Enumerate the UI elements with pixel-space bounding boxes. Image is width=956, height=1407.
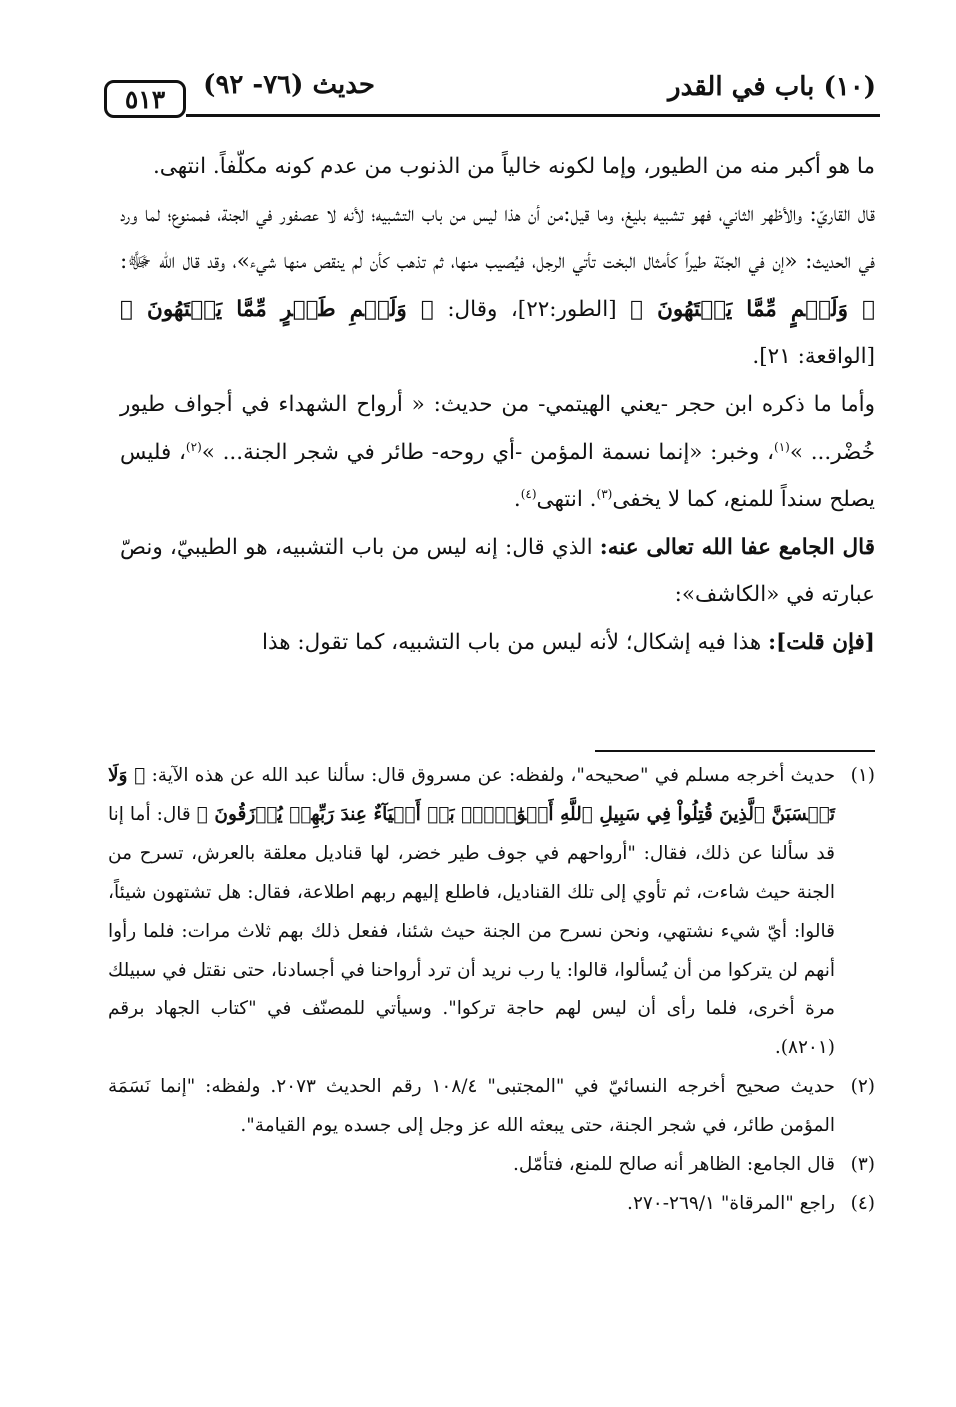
footnote-1 bbox=[108, 757, 875, 1068]
quran-verse-1: ﴿ وَلَحۡمٍ مِّمَّا يَشۡتَهُونَ ﴾ bbox=[630, 296, 875, 322]
footnote-ref-2: (٢) bbox=[185, 439, 202, 454]
paragraph-4 bbox=[120, 524, 875, 619]
verse-ref-2: [الواقعة: ٢١]. bbox=[752, 344, 875, 370]
footnote-4 bbox=[108, 1185, 875, 1224]
footnote-1-text-a: حديث أخرجه مسلم في "صحيحه"، ولفظه: عن مسروق قال: سألنا عبد الله عن هذه الآية: bbox=[151, 765, 836, 786]
paragraph-2 bbox=[120, 191, 875, 381]
verse-ref-1: [الطور:٢٢]، وقال: bbox=[447, 296, 617, 322]
footnote-quran-verse: ﴿ وَلَا تَحۡسَبَنَّ ٱلَّذِينَ قُتِلُواْ فِي سَبِيلِ ٱللَّهِ أَمۡوَٰتَۢاۚ بَلۡ أَحۡيَآءٌ عِندَ رَبِّهِمۡ يُرۡزَقُونَ ﴾ bbox=[108, 765, 836, 825]
footnote-ref-4: (٤) bbox=[520, 487, 537, 501]
hadith-range: حديث (٧٦- ٩٢) bbox=[203, 70, 375, 100]
footnote-separator bbox=[595, 750, 875, 752]
compiler-note-lead: قال الجامع عفا الله تعالى عنه: bbox=[599, 534, 875, 560]
paragraph-3-part-c: ، فليس يصلح سنداً للمنع، كما لا يخفى bbox=[120, 439, 875, 513]
paragraph-4-text: الذي قال: إنه ليس من باب التشبيه، هو الطيبيّ، ونصّ عبارته في «الكاشف»: bbox=[120, 534, 875, 608]
paragraph-3-part-b: ، وخبر: «إنما نسمة المؤمن -أي روحه- طائر في شجر الجنة... » bbox=[201, 439, 775, 465]
page-header bbox=[104, 64, 880, 122]
footnote-2 bbox=[108, 1068, 875, 1146]
footnote-number: (٢) bbox=[850, 1076, 875, 1098]
footnote-text: قال الجامع: الظاهر أنه صالح للمنع، فتأمّل. bbox=[513, 1154, 835, 1176]
paragraph-3-part-e: . bbox=[513, 487, 521, 513]
footnote-text bbox=[108, 757, 835, 1068]
footnote-number: (٣) bbox=[850, 1154, 875, 1176]
footnote-ref-1: (١) bbox=[774, 439, 790, 454]
footnote-text: حديث صحيح أخرجه النسائيّ في "المجتبى" ١٠٨/٤ رقم الحديث ٢٠٧٣. ولفظه: "إنما نَسَمَة المؤمن طائر، في شجر الجنة، حتى يبعثه الله عز وجل إلى جسده يوم القيامة". bbox=[108, 1076, 835, 1137]
page-number-text: ٥١٣ bbox=[124, 84, 166, 114]
main-text bbox=[120, 143, 875, 667]
footnote-ref-3: (٣) bbox=[596, 487, 613, 501]
chapter-title: (١٠) باب في القدر bbox=[668, 72, 876, 102]
paragraph-5 bbox=[120, 619, 875, 667]
paragraph-3-part-d: . انتهى bbox=[536, 487, 597, 513]
paragraph-2-text: قال القاريّ: والأظهر الثاني، فهو تشبيه بليغ، وما قيل:من أن هذا ليس من باب التشبيه؛ لأنه لا عصفور في الجنة، فممنوع؛ لما ورد في الحديث: «إن في الجنّة طيراً كأمثال البخت تأتي الرجل، فيُصيب منها، ثم تذهب كأن لم ينقص منها شيء»، وقد قال الله ﷻ: bbox=[120, 201, 875, 275]
footnote-number: (٤) bbox=[850, 1192, 875, 1214]
paragraph-3-part-a: وأما ما ذكره ابن حجر -يعني الهيتمي- من حديث: « أرواح الشهداء في أجواف طيور خُضْر... » bbox=[120, 391, 875, 465]
footnote-1-text-b: قال: أما إنا قد سألنا عن ذلك، فقال: "أرواحهم في جوف طير خضر، لها قناديل معلقة بالعرش، تسرح من الجنة حيث شاءت، ثم تأوي إلى تلك القناديل، فاطلع إليهم ربهم اطلاعة، فقال: هل تشتهون شيئاً، قالوا: أيّ شيء نشتهي، ونحن نسرح من الجنة حيث شئنا، ففعل ذلك بهم ثلاث مرات: فلما رأوا أنهم لن يتركوا من أن يُسألوا، قالوا: يا رب نريد أن ترد أرواحنا في أجسادنا، حتى نقتل في سبيلك مرة أخرى، فلما رأى أن ليس لهم حاجة تركوا". وسيأتي للمصنّف في "كتاب الجهاد برقم (٨٢٠١). bbox=[108, 803, 835, 1059]
footnote-number: (١) bbox=[850, 765, 875, 786]
paragraph-3 bbox=[120, 381, 875, 524]
quran-verse-2: ﴿ وَلَحۡمِ طَيۡرٍ مِّمَّا يَشۡتَهُونَ ﴾ bbox=[120, 296, 434, 322]
paragraph-1: ما هو أكبر منه من الطيور، وإما لكونه خالياً من الذنوب من عدم كونه مكلّفاً. انتهى. bbox=[152, 154, 875, 179]
footnote-3 bbox=[108, 1146, 875, 1185]
paragraph-5-text: هذا فيه إشكال؛ لأنه ليس من باب التشبيه، كما تقول: هذا bbox=[262, 629, 769, 655]
footnote-text: راجع "المرقاة" ٢٦٩/١-٢٧٠. bbox=[627, 1192, 835, 1214]
footnotes bbox=[108, 757, 875, 1224]
header-rule bbox=[186, 114, 880, 117]
objection-lead: [فإن قلت]: bbox=[768, 629, 875, 655]
page-number bbox=[104, 80, 186, 118]
